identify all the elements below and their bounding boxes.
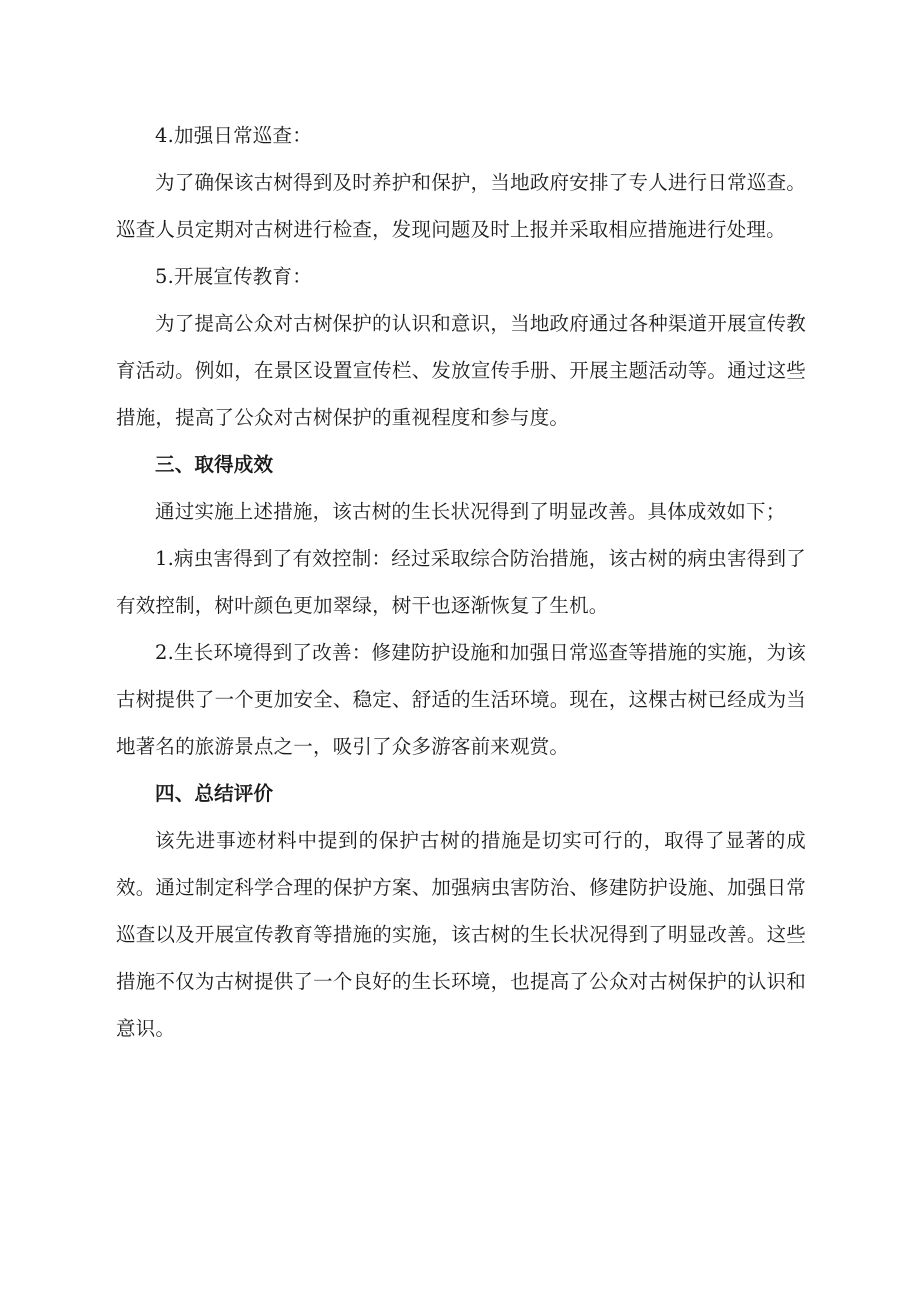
list-item-heading-5: 5.开展宣传教育： — [155, 265, 312, 288]
section-heading-summary: 四、总结评价 — [155, 782, 274, 805]
paragraph-results-intro: 通过实施上述措施，该古树的生长状况得到了明显改善。具体成效如下； — [155, 500, 786, 523]
paragraph-environment-improved: 2.生长环境得到了改善：修建防护设施和加强日常巡查等措施的实施，为该古树提供了一个更加安全、稳定、舒适的生活环境。现在，这棵古树已经成为当地著名的旅游景点之一，吸引了众多游客前来观赏。 — [116, 641, 806, 758]
paragraph-summary: 该先进事迹材料中提到的保护古树的措施是切实可行的，取得了显著的成效。通过制定科学合理的保护方案、加强病虫害防治、修建防护设施、加强日常巡查以及开展宣传教育等措施的实施，该古树的生长状况得到了明显改善。这些措施不仅为古树提供了一个良好的生长环境，也提高了公众对古树保护的认识和意识。 — [116, 829, 806, 1040]
list-item-heading-4: 4.加强日常巡查： — [155, 124, 312, 147]
paragraph-daily-inspection: 为了确保该古树得到及时养护和保护，当地政府安排了专人进行日常巡查。巡查人员定期对古树进行检查，发现问题及时上报并采取相应措施进行处理。 — [116, 171, 806, 241]
paragraph-publicity-education: 为了提高公众对古树保护的认识和意识，当地政府通过各种渠道开展宣传教育活动。例如，在景区设置宣传栏、发放宣传手册、开展主题活动等。通过这些措施，提高了公众对古树保护的重视程度和参与度。 — [116, 312, 806, 429]
paragraph-pest-control: 1.病虫害得到了有效控制：经过采取综合防治措施，该古树的病虫害得到了有效控制，树叶颜色更加翠绿，树干也逐渐恢复了生机。 — [116, 547, 806, 617]
section-heading-results: 三、取得成效 — [155, 453, 274, 476]
document-body — [116, 112, 806, 1052]
